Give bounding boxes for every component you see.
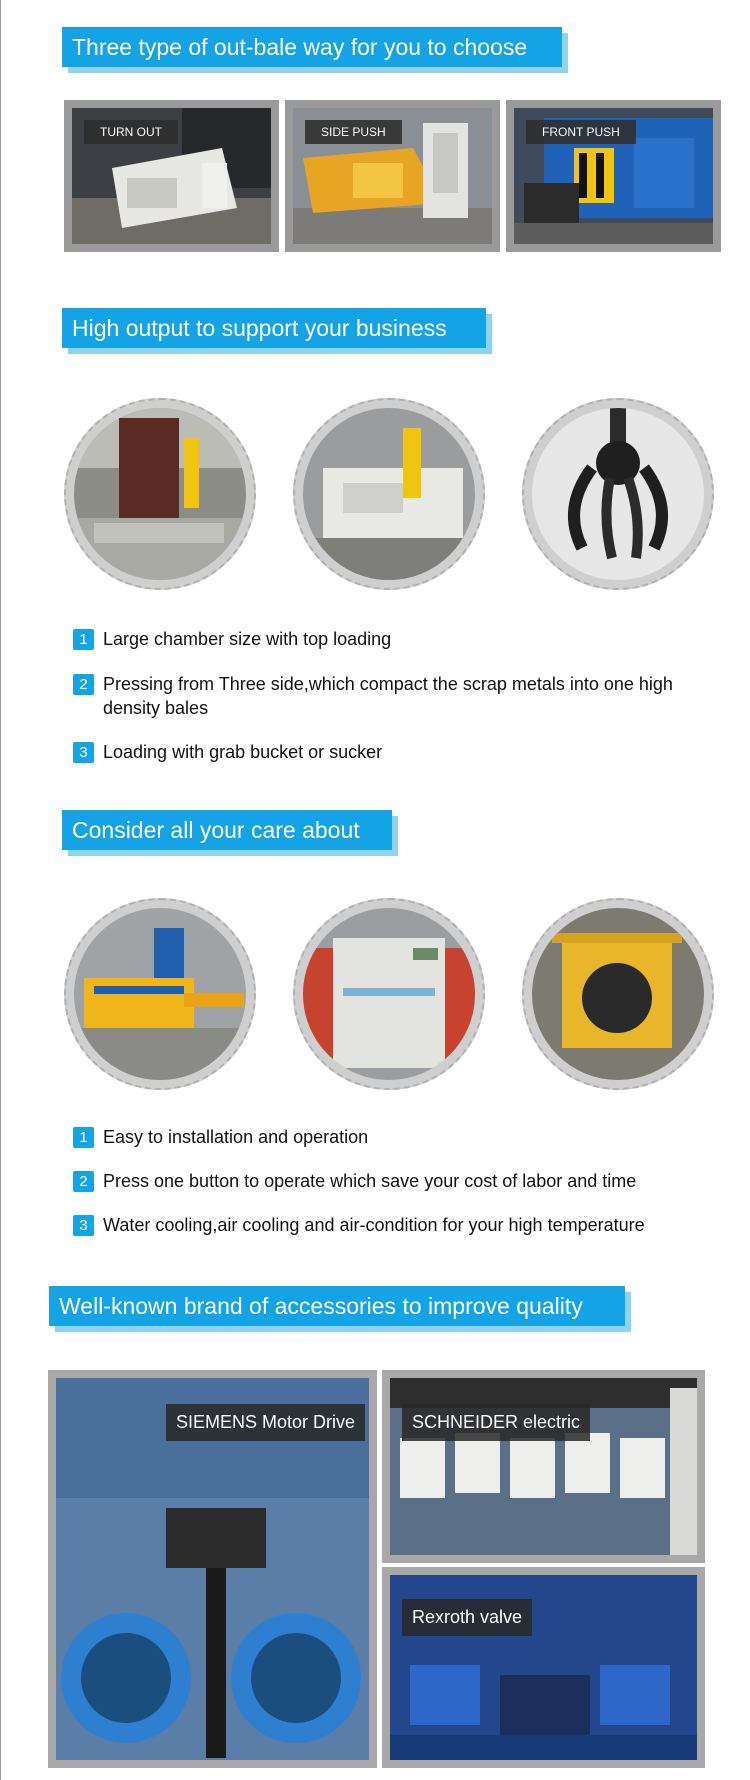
feature-number: 2	[73, 674, 94, 695]
feature-text: Press one button to operate which save your cost of labor and time	[103, 1171, 637, 1191]
care-feature-1	[73, 1125, 693, 1149]
outbale-banner	[62, 27, 562, 67]
control-panel-image	[303, 908, 475, 1080]
tile-rexroth	[382, 1567, 705, 1768]
circle-installation	[64, 898, 256, 1090]
care-feature-2	[73, 1169, 693, 1193]
feature-number: 1	[73, 1127, 94, 1148]
side-push-photo	[293, 108, 492, 244]
feature-number: 3	[73, 742, 94, 763]
output-feature-3	[73, 740, 693, 764]
feature-text: Water cooling,air cooling and air-condition for your high temperature	[103, 1215, 645, 1235]
tile-label: SIDE PUSH	[305, 120, 402, 144]
tile-front-push	[506, 100, 721, 252]
tile-turn-out	[64, 100, 279, 252]
care-title: Consider all your care about	[62, 810, 392, 850]
outbale-title: Three type of out-bale way for you to choose	[62, 27, 562, 67]
siemens-photo	[56, 1378, 369, 1760]
installation-image	[74, 908, 246, 1080]
feature-text: Pressing from Three side,which compact the scrap metals into one high density bales	[103, 674, 673, 718]
output-title: High output to support your business	[62, 308, 486, 348]
cooling-unit-image	[532, 908, 704, 1080]
feature-text: Loading with grab bucket or sucker	[103, 742, 383, 762]
tile-side-push	[285, 100, 500, 252]
output-feature-2	[73, 672, 693, 720]
tile-label: FRONT PUSH	[526, 120, 636, 144]
feature-text: Large chamber size with top loading	[103, 629, 392, 649]
tile-siemens	[48, 1370, 377, 1768]
schneider-photo	[390, 1378, 697, 1555]
output-banner	[62, 308, 486, 348]
circle-press	[293, 398, 485, 590]
output-feature-1	[73, 627, 693, 651]
feature-text: Easy to installation and operation	[103, 1127, 369, 1147]
brand-label: Rexroth valve	[402, 1599, 532, 1636]
rexroth-photo	[390, 1575, 697, 1760]
chamber-image	[74, 408, 246, 580]
brands-title: Well-known brand of accessories to improve quality	[49, 1286, 625, 1326]
circle-control-panel	[293, 898, 485, 1090]
feature-number: 1	[73, 629, 94, 650]
circle-cooling	[522, 898, 714, 1090]
grab-bucket-image	[532, 408, 704, 580]
tile-schneider	[382, 1370, 705, 1563]
care-feature-3	[73, 1213, 693, 1237]
front-push-photo	[514, 108, 713, 244]
circle-chamber	[64, 398, 256, 590]
page-left-border	[0, 0, 1, 1780]
tile-label: TURN OUT	[84, 120, 178, 144]
press-image	[303, 408, 475, 580]
feature-number: 2	[73, 1171, 94, 1192]
brands-banner	[49, 1286, 625, 1326]
brand-label: SCHNEIDER electric	[402, 1404, 590, 1441]
brand-label: SIEMENS Motor Drive	[166, 1404, 365, 1441]
feature-number: 3	[73, 1215, 94, 1236]
circle-grab	[522, 398, 714, 590]
turn-out-photo	[72, 108, 271, 244]
care-banner	[62, 810, 392, 850]
